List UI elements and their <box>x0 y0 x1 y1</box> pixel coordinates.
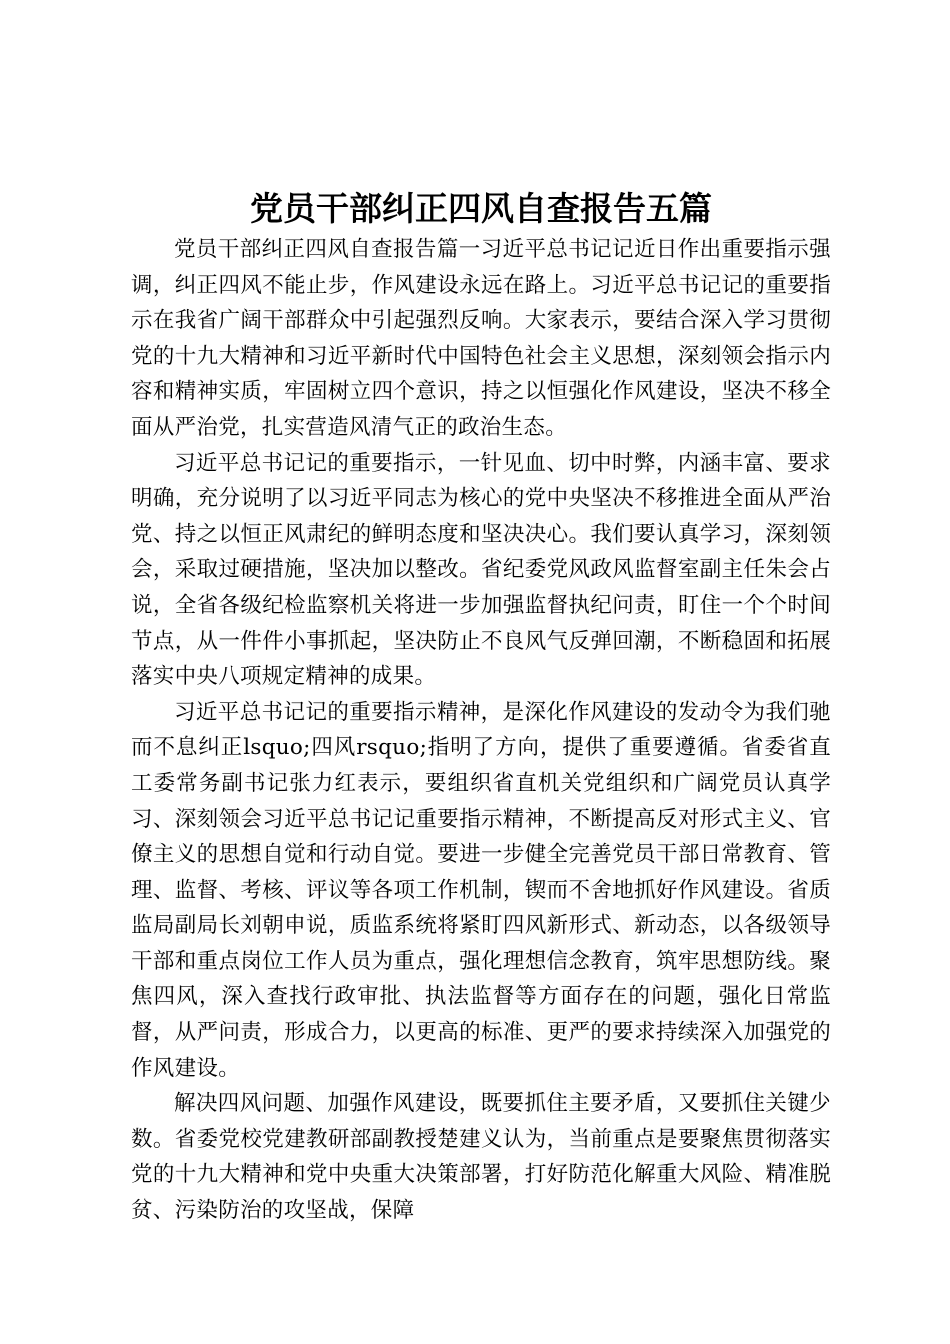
paragraph-2: 习近平总书记记的重要指示，一针见血、切中时弊，内涵丰富、要求明确，充分说明了以习近平同志为核心的党中央坚决不移推进全面从严治党、持之以恒正风肃纪的鲜明态度和坚决决心。我们要认真学习，深刻领会，采取过硬措施，坚决加以整改。省纪委党风政风监督室副主任朱会占说，全省各级纪检监察机关将进一步加强监督执纪问责，盯住一个个时间节点，从一件件小事抓起，坚决防止不良风气反弹回潮，不断稳固和拓展落实中央八项规定精神的成果。 <box>131 450 831 690</box>
document-title: 党员干部纠正四风自查报告五篇 <box>250 189 712 228</box>
document-page <box>131 183 831 1229</box>
paragraph-3: 习近平总书记记的重要指示精神，是深化作风建设的发动令为我们驰而不息纠正lsquo;四风rsquo;指明了方向，提供了重要遵循。省委省直工委常务副书记张力红表示，要组织省直机关党组织和广阔党员认真学习、深刻领会习近平总书记记重要指示精神，不断提高反对形式主义、官僚主义的思想自觉和行动自觉。要进一步健全完善党员干部日常教育、管理、监督、考核、评议等各项工作机制，锲而不舍地抓好作风建设。省质监局副局长刘朝申说，质监系统将紧盯四风新形式、新动态，以各级领导干部和重点岗位工作人员为重点，强化理想信念教育，筑牢思想防线。聚焦四风，深入查找行政审批、执法监督等方面存在的问题，强化日常监督，从严问责，形成合力，以更高的标准、更严的要求持续深入加强党的作风建设。 <box>131 699 831 1081</box>
paragraph-1: 党员干部纠正四风自查报告篇一习近平总书记记近日作出重要指示强调，纠正四风不能止步，作风建设永远在路上。习近平总书记记的重要指示在我省广阔干部群众中引起强烈反响。大家表示，要结合深入学习贯彻党的十九大精神和习近平新时代中国特色社会主义思想，深刻领会指示内容和精神实质，牢固树立四个意识，持之以恒强化作风建设，坚决不移全面从严治党，扎实营造风清气正的政治生态。 <box>131 237 831 440</box>
paragraph-4: 解决四风问题、加强作风建设，既要抓住主要矛盾，又要抓住关键少数。省委党校党建教研部副教授楚建义认为，当前重点是要聚焦贯彻落实党的十九大精神和党中央重大决策部署，打好防范化解重大风险、精准脱贫、污染防治的攻坚战，保障 <box>131 1091 831 1224</box>
